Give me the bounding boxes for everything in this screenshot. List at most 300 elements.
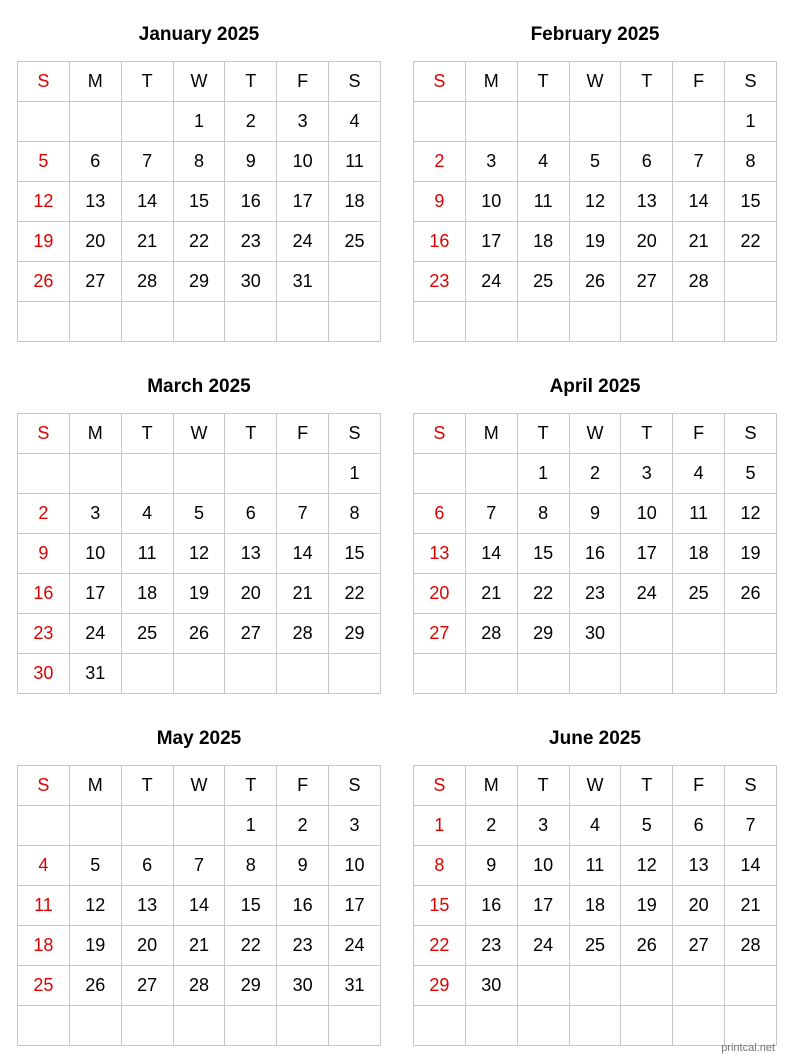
day-cell (465, 102, 517, 142)
day-cell: 28 (725, 926, 777, 966)
day-cell: 17 (465, 222, 517, 262)
day-cell: 22 (517, 574, 569, 614)
day-cell: 7 (277, 494, 329, 534)
day-cell: 28 (673, 262, 725, 302)
day-cell: 3 (517, 806, 569, 846)
day-cell: 19 (18, 222, 70, 262)
day-cell: 9 (569, 494, 621, 534)
day-cell: 25 (673, 574, 725, 614)
day-cell: 30 (465, 966, 517, 1006)
day-cell: 20 (414, 574, 466, 614)
day-cell: 12 (621, 846, 673, 886)
day-cell: 30 (569, 614, 621, 654)
day-cell: 25 (329, 222, 381, 262)
day-cell (69, 806, 121, 846)
day-cell: 26 (18, 262, 70, 302)
weekday-header: F (673, 414, 725, 454)
day-cell: 6 (673, 806, 725, 846)
week-row (414, 454, 777, 494)
week-row (18, 806, 381, 846)
week-row (414, 1006, 777, 1046)
day-cell: 26 (621, 926, 673, 966)
day-cell (725, 614, 777, 654)
day-cell: 4 (673, 454, 725, 494)
weekday-header: F (673, 62, 725, 102)
day-cell (517, 966, 569, 1006)
day-cell: 11 (569, 846, 621, 886)
day-cell (225, 654, 277, 694)
day-cell (121, 102, 173, 142)
day-cell: 25 (18, 966, 70, 1006)
day-cell (414, 454, 466, 494)
day-cell: 5 (725, 454, 777, 494)
day-cell (329, 302, 381, 342)
day-cell (277, 1006, 329, 1046)
day-cell: 17 (329, 886, 381, 926)
day-cell: 2 (225, 102, 277, 142)
day-cell: 3 (329, 806, 381, 846)
day-cell (121, 1006, 173, 1046)
day-cell (673, 102, 725, 142)
day-cell: 31 (329, 966, 381, 1006)
day-cell (621, 102, 673, 142)
month-grid (413, 765, 777, 1046)
weekday-header: T (225, 62, 277, 102)
day-cell: 16 (18, 574, 70, 614)
weekday-header: S (329, 766, 381, 806)
day-cell: 16 (465, 886, 517, 926)
weekday-header: T (121, 62, 173, 102)
month-calendar (17, 724, 381, 1046)
weekday-header-row (414, 766, 777, 806)
day-cell: 5 (569, 142, 621, 182)
weekday-header: T (517, 766, 569, 806)
day-cell: 24 (465, 262, 517, 302)
day-cell: 29 (329, 614, 381, 654)
day-cell: 29 (414, 966, 466, 1006)
day-cell: 19 (569, 222, 621, 262)
month-title: January 2025 (138, 24, 260, 45)
day-cell: 24 (621, 574, 673, 614)
day-cell: 8 (725, 142, 777, 182)
week-row (18, 262, 381, 302)
day-cell: 19 (173, 574, 225, 614)
day-cell: 22 (725, 222, 777, 262)
day-cell (673, 302, 725, 342)
day-cell: 26 (725, 574, 777, 614)
day-cell: 7 (725, 806, 777, 846)
month-title: March 2025 (147, 376, 251, 397)
day-cell (173, 1006, 225, 1046)
day-cell: 1 (329, 454, 381, 494)
site-credit: printcal.net (721, 1042, 775, 1054)
day-cell: 3 (465, 142, 517, 182)
day-cell: 15 (173, 182, 225, 222)
weekday-header: W (173, 62, 225, 102)
day-cell: 29 (517, 614, 569, 654)
week-row (414, 494, 777, 534)
day-cell: 6 (69, 142, 121, 182)
day-cell (225, 454, 277, 494)
week-row (414, 262, 777, 302)
day-cell: 2 (414, 142, 466, 182)
day-cell: 18 (18, 926, 70, 966)
weekday-header: W (173, 414, 225, 454)
day-cell (621, 302, 673, 342)
day-cell: 11 (121, 534, 173, 574)
day-cell: 24 (517, 926, 569, 966)
month-grid (413, 413, 777, 694)
weekday-header: M (465, 414, 517, 454)
day-cell (225, 302, 277, 342)
day-cell: 13 (621, 182, 673, 222)
day-cell: 12 (69, 886, 121, 926)
week-row (18, 454, 381, 494)
day-cell (18, 454, 70, 494)
day-cell (725, 966, 777, 1006)
day-cell: 27 (121, 966, 173, 1006)
day-cell: 17 (69, 574, 121, 614)
day-cell: 5 (69, 846, 121, 886)
day-cell: 17 (277, 182, 329, 222)
week-row (18, 574, 381, 614)
day-cell (414, 302, 466, 342)
day-cell: 18 (517, 222, 569, 262)
month-title: February 2025 (530, 24, 660, 45)
day-cell: 8 (173, 142, 225, 182)
day-cell (465, 654, 517, 694)
day-cell: 1 (517, 454, 569, 494)
weekday-header: W (569, 414, 621, 454)
weekday-header: S (329, 414, 381, 454)
day-cell: 1 (225, 806, 277, 846)
day-cell: 15 (329, 534, 381, 574)
week-row (18, 886, 381, 926)
month-grid (17, 765, 381, 1046)
day-cell: 8 (517, 494, 569, 534)
week-row (18, 926, 381, 966)
day-cell: 5 (18, 142, 70, 182)
weekday-header: W (569, 766, 621, 806)
day-cell: 16 (414, 222, 466, 262)
weekday-header: T (621, 414, 673, 454)
day-cell (517, 654, 569, 694)
day-cell: 23 (225, 222, 277, 262)
day-cell: 23 (277, 926, 329, 966)
day-cell: 20 (673, 886, 725, 926)
day-cell: 4 (329, 102, 381, 142)
day-cell: 6 (621, 142, 673, 182)
day-cell: 24 (329, 926, 381, 966)
weekday-header-row (18, 414, 381, 454)
week-row (414, 846, 777, 886)
week-row (414, 966, 777, 1006)
day-cell: 11 (18, 886, 70, 926)
day-cell (569, 1006, 621, 1046)
weekday-header: T (121, 414, 173, 454)
day-cell: 22 (225, 926, 277, 966)
day-cell (517, 102, 569, 142)
day-cell: 21 (173, 926, 225, 966)
day-cell: 10 (517, 846, 569, 886)
day-cell: 26 (569, 262, 621, 302)
day-cell: 12 (18, 182, 70, 222)
day-cell: 17 (517, 886, 569, 926)
day-cell (69, 454, 121, 494)
day-cell: 29 (173, 262, 225, 302)
day-cell (673, 1006, 725, 1046)
weekday-header: S (725, 766, 777, 806)
day-cell: 10 (69, 534, 121, 574)
day-cell (673, 966, 725, 1006)
day-cell: 28 (277, 614, 329, 654)
weekday-header: M (69, 62, 121, 102)
week-row (18, 654, 381, 694)
weekday-header-row (18, 62, 381, 102)
day-cell: 2 (18, 494, 70, 534)
day-cell (569, 302, 621, 342)
day-cell (569, 102, 621, 142)
day-cell: 20 (621, 222, 673, 262)
day-cell: 20 (225, 574, 277, 614)
day-cell: 21 (465, 574, 517, 614)
day-cell (277, 654, 329, 694)
day-cell: 27 (69, 262, 121, 302)
day-cell (569, 966, 621, 1006)
weekday-header: M (69, 414, 121, 454)
day-cell (277, 454, 329, 494)
day-cell: 12 (569, 182, 621, 222)
day-cell: 18 (329, 182, 381, 222)
day-cell: 14 (673, 182, 725, 222)
week-row (414, 886, 777, 926)
day-cell (725, 654, 777, 694)
weekday-header: T (621, 766, 673, 806)
day-cell (173, 454, 225, 494)
weekday-header: T (517, 414, 569, 454)
week-row (414, 614, 777, 654)
day-cell: 4 (517, 142, 569, 182)
day-cell: 12 (725, 494, 777, 534)
week-row (414, 806, 777, 846)
weekday-header: S (329, 62, 381, 102)
week-row (18, 182, 381, 222)
week-row (18, 846, 381, 886)
day-cell (517, 302, 569, 342)
day-cell: 7 (673, 142, 725, 182)
day-cell: 27 (225, 614, 277, 654)
day-cell: 23 (414, 262, 466, 302)
week-row (18, 534, 381, 574)
day-cell: 22 (173, 222, 225, 262)
week-row (18, 966, 381, 1006)
day-cell: 24 (69, 614, 121, 654)
day-cell (173, 654, 225, 694)
month-grid (413, 61, 777, 342)
day-cell: 18 (569, 886, 621, 926)
day-cell (621, 1006, 673, 1046)
weekday-header: S (414, 414, 466, 454)
week-row (18, 494, 381, 534)
weekday-header: F (277, 414, 329, 454)
day-cell: 15 (517, 534, 569, 574)
day-cell: 9 (277, 846, 329, 886)
day-cell: 13 (414, 534, 466, 574)
day-cell: 31 (277, 262, 329, 302)
day-cell: 10 (465, 182, 517, 222)
day-cell: 30 (277, 966, 329, 1006)
day-cell: 4 (121, 494, 173, 534)
weekday-header: T (121, 766, 173, 806)
day-cell: 25 (517, 262, 569, 302)
day-cell (69, 302, 121, 342)
day-cell: 1 (173, 102, 225, 142)
week-row (414, 302, 777, 342)
month-grid (17, 61, 381, 342)
day-cell: 15 (725, 182, 777, 222)
month-calendar (17, 372, 381, 694)
day-cell (725, 1006, 777, 1046)
day-cell: 9 (465, 846, 517, 886)
day-cell (465, 1006, 517, 1046)
day-cell: 1 (725, 102, 777, 142)
week-row (414, 654, 777, 694)
month-grid (17, 413, 381, 694)
day-cell: 3 (277, 102, 329, 142)
day-cell: 9 (414, 182, 466, 222)
month-title: May 2025 (156, 728, 242, 749)
day-cell: 22 (329, 574, 381, 614)
day-cell (121, 806, 173, 846)
day-cell: 13 (673, 846, 725, 886)
day-cell (69, 102, 121, 142)
day-cell: 29 (225, 966, 277, 1006)
day-cell: 11 (329, 142, 381, 182)
day-cell (517, 1006, 569, 1046)
day-cell: 9 (225, 142, 277, 182)
day-cell: 28 (121, 262, 173, 302)
day-cell: 2 (465, 806, 517, 846)
weekday-header: W (173, 766, 225, 806)
day-cell: 25 (569, 926, 621, 966)
day-cell: 28 (465, 614, 517, 654)
week-row (414, 222, 777, 262)
day-cell (329, 262, 381, 302)
day-cell: 22 (414, 926, 466, 966)
weekday-header: S (18, 766, 70, 806)
day-cell (673, 614, 725, 654)
day-cell (121, 454, 173, 494)
day-cell: 19 (69, 926, 121, 966)
weekday-header: T (621, 62, 673, 102)
month-title: June 2025 (549, 728, 641, 749)
week-row (18, 614, 381, 654)
week-row (414, 102, 777, 142)
day-cell: 27 (673, 926, 725, 966)
week-row (414, 182, 777, 222)
day-cell: 26 (69, 966, 121, 1006)
day-cell (225, 1006, 277, 1046)
day-cell: 26 (173, 614, 225, 654)
day-cell: 23 (569, 574, 621, 614)
month-calendar (413, 20, 777, 342)
day-cell: 23 (465, 926, 517, 966)
day-cell: 21 (725, 886, 777, 926)
month-calendar (413, 724, 777, 1046)
day-cell (18, 102, 70, 142)
day-cell (569, 654, 621, 694)
day-cell: 4 (18, 846, 70, 886)
day-cell: 14 (173, 886, 225, 926)
weekday-header: F (277, 766, 329, 806)
day-cell (414, 654, 466, 694)
weekday-header: F (277, 62, 329, 102)
day-cell: 25 (121, 614, 173, 654)
day-cell (18, 1006, 70, 1046)
day-cell: 15 (225, 886, 277, 926)
day-cell: 21 (121, 222, 173, 262)
day-cell (329, 654, 381, 694)
weekday-header: S (414, 766, 466, 806)
day-cell (329, 1006, 381, 1046)
day-cell: 28 (173, 966, 225, 1006)
weekday-header: T (225, 414, 277, 454)
weekday-header-row (414, 414, 777, 454)
day-cell: 8 (414, 846, 466, 886)
day-cell: 16 (225, 182, 277, 222)
day-cell: 8 (329, 494, 381, 534)
day-cell (465, 302, 517, 342)
weekday-header: M (69, 766, 121, 806)
day-cell (725, 262, 777, 302)
month-calendar (17, 20, 381, 342)
day-cell: 19 (621, 886, 673, 926)
day-cell: 16 (277, 886, 329, 926)
day-cell: 10 (277, 142, 329, 182)
day-cell: 23 (18, 614, 70, 654)
day-cell (621, 966, 673, 1006)
day-cell (621, 654, 673, 694)
day-cell: 18 (673, 534, 725, 574)
day-cell: 11 (673, 494, 725, 534)
week-row (414, 574, 777, 614)
week-row (414, 534, 777, 574)
month-calendar (413, 372, 777, 694)
day-cell: 7 (121, 142, 173, 182)
day-cell: 21 (277, 574, 329, 614)
day-cell: 14 (121, 182, 173, 222)
day-cell (18, 302, 70, 342)
day-cell (725, 302, 777, 342)
week-row (18, 1006, 381, 1046)
day-cell: 5 (621, 806, 673, 846)
day-cell: 18 (121, 574, 173, 614)
day-cell (121, 654, 173, 694)
day-cell: 7 (173, 846, 225, 886)
day-cell: 20 (69, 222, 121, 262)
day-cell: 27 (414, 614, 466, 654)
day-cell (173, 806, 225, 846)
day-cell: 16 (569, 534, 621, 574)
day-cell: 7 (465, 494, 517, 534)
weekday-header: S (18, 62, 70, 102)
weekday-header-row (414, 62, 777, 102)
day-cell (465, 454, 517, 494)
day-cell: 4 (569, 806, 621, 846)
day-cell: 12 (173, 534, 225, 574)
day-cell: 13 (69, 182, 121, 222)
day-cell: 10 (329, 846, 381, 886)
